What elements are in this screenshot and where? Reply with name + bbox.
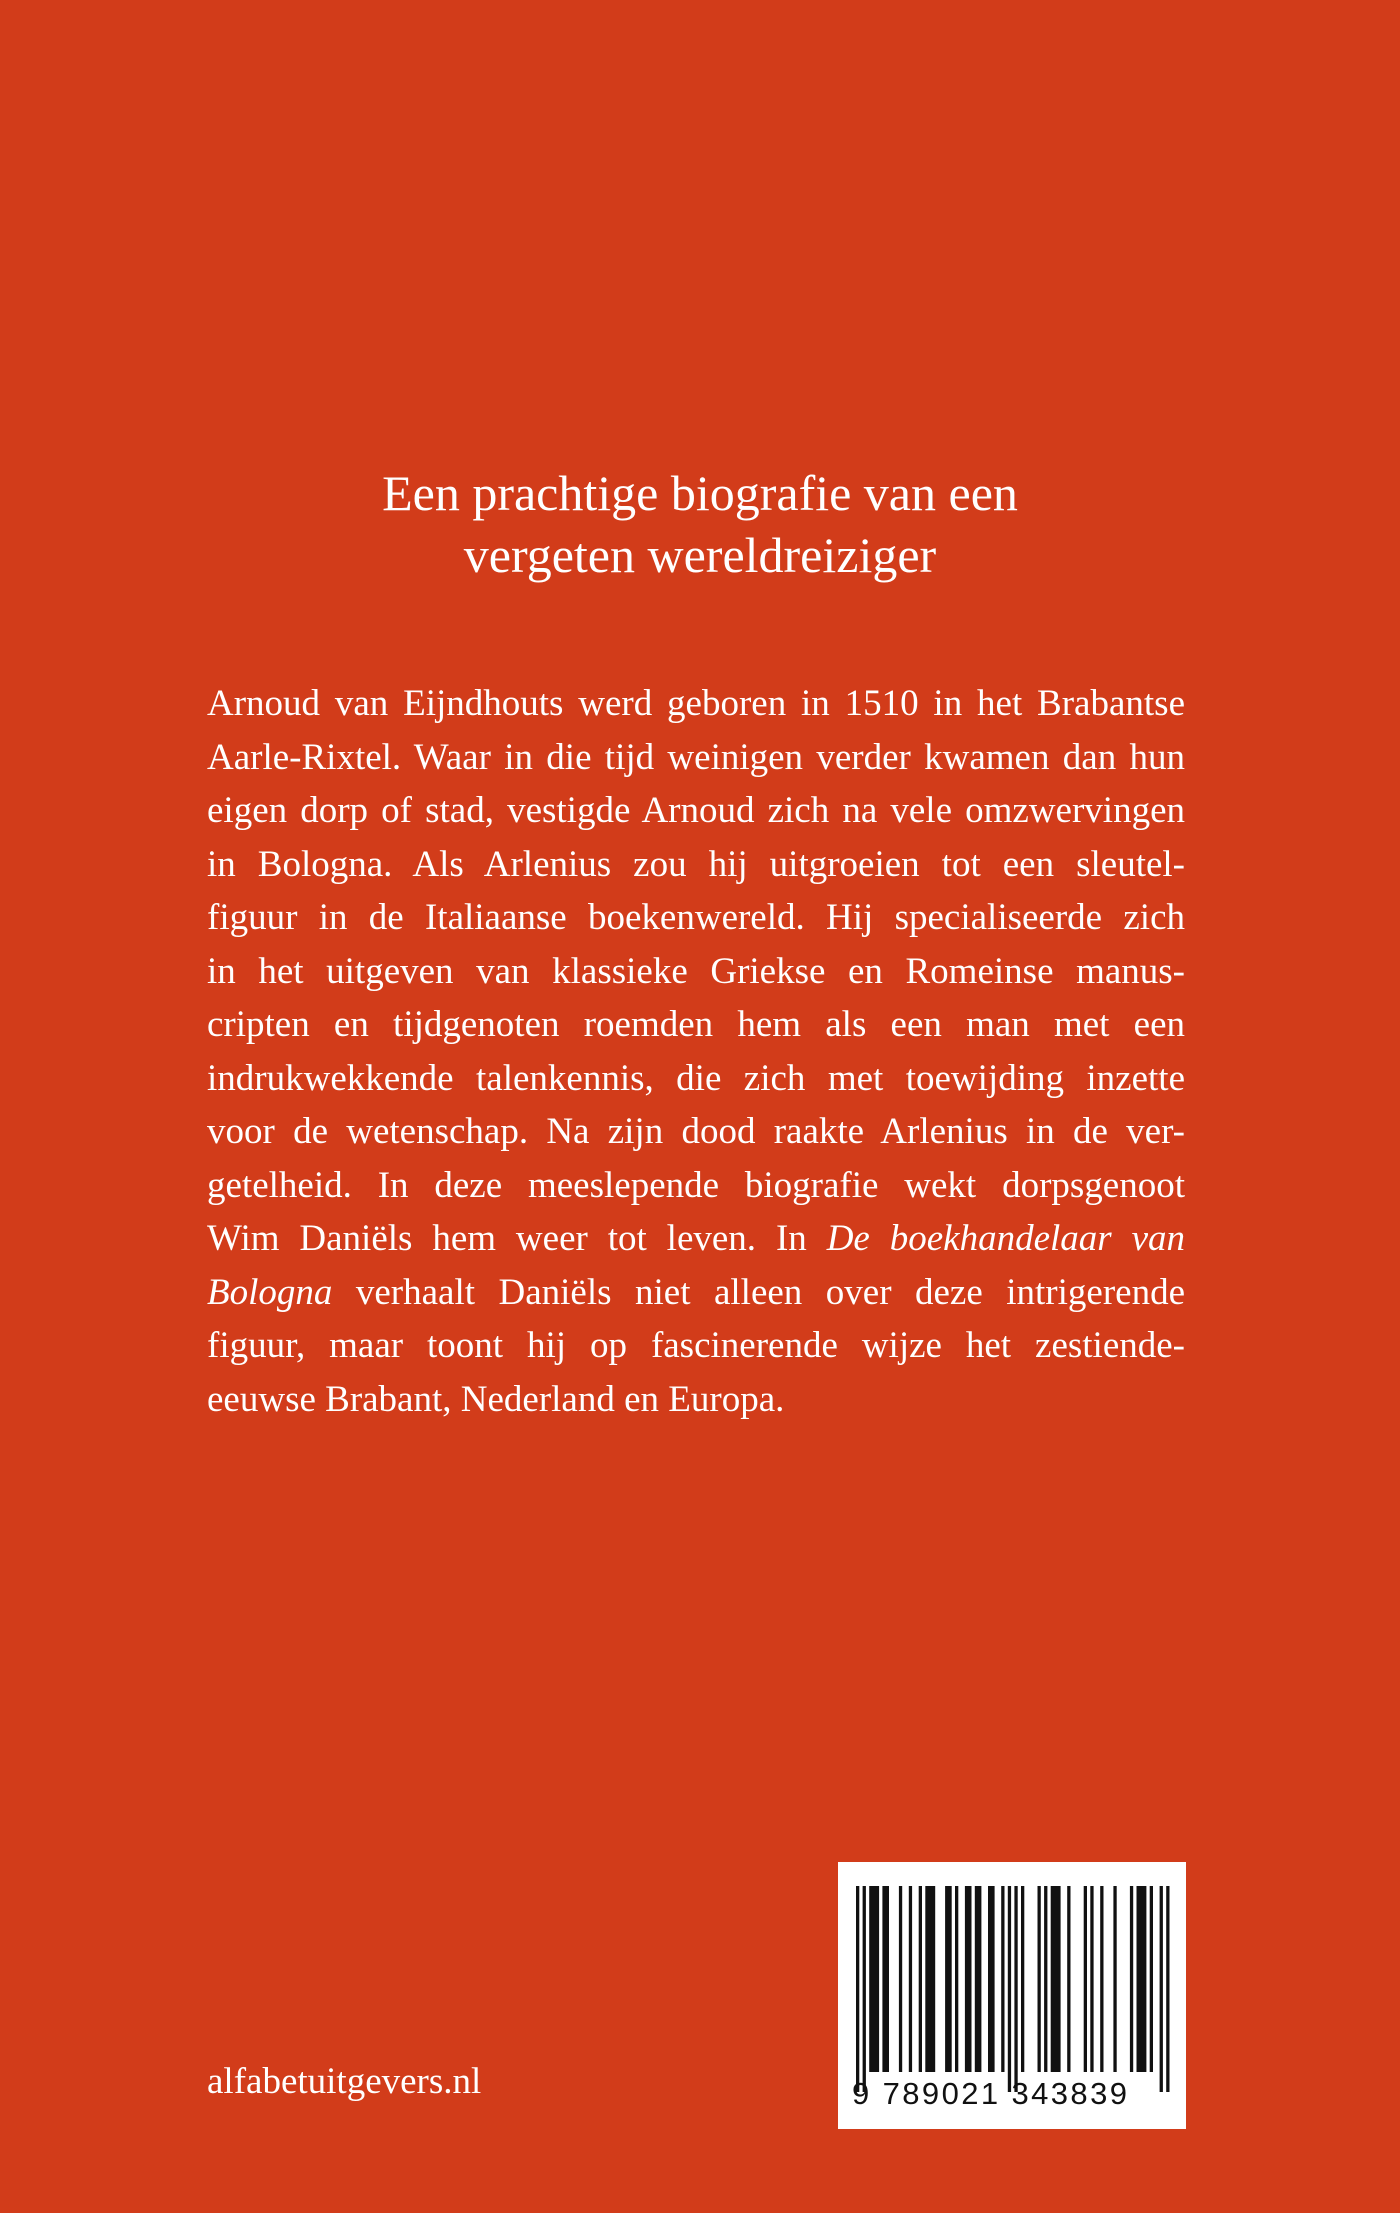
- barcode-bar: [1137, 1886, 1147, 2072]
- blurb-line: eeuwse Brabant, Nederland en Europa.: [207, 1378, 785, 1420]
- barcode-bar: [1038, 1886, 1041, 2072]
- blurb-line: [207, 1212, 1185, 1266]
- barcode-bar: [1160, 1886, 1163, 2092]
- barcode-bar: [1166, 1886, 1169, 2092]
- blurb-line: voor de wetenschap. Na zijn dood raakte Arlenius in de ver-: [207, 1111, 1185, 1152]
- barcode-bar: [1021, 1886, 1024, 2072]
- barcode-bar: [1051, 1886, 1061, 2072]
- blurb-line: indrukwekkende talenkennis, die zich met toewijding inzette: [207, 1057, 1185, 1099]
- barcode-bar: [975, 1886, 982, 2072]
- barcode-bar: [1130, 1886, 1133, 2072]
- barcode-bar: [1113, 1886, 1116, 2072]
- barcode-bar: [1014, 1886, 1017, 2092]
- barcode-bar: [1090, 1886, 1093, 2072]
- tagline-line-2: vergeten wereldreiziger: [463, 527, 937, 583]
- barcode-bar: [945, 1886, 952, 2072]
- blurb-line: getelheid. In deze meeslepende biografie wekt dorpsgenoot: [207, 1164, 1185, 1206]
- publisher-website: alfabetuitgevers.nl: [207, 2061, 482, 2102]
- blurb-line: figuur, maar toont hij op fascinerende wijze het zestiende-: [207, 1325, 1185, 1366]
- blurb-line: Arnoud van Eijndhouts werd geboren in 1510 in het Brabantse: [207, 683, 1185, 724]
- barcode-bar: [899, 1886, 902, 2072]
- blurb-line: in het uitgeven van klassieke Griekse en Romeinse manus-: [207, 950, 1185, 992]
- barcode-bar: [869, 1886, 879, 2072]
- barcode: [838, 1862, 1186, 2129]
- barcode-bar: [1001, 1886, 1004, 2072]
- barcode-bar: [856, 1886, 859, 2092]
- barcode-bar: [988, 1886, 995, 2072]
- barcode-bar: [919, 1886, 922, 2072]
- barcode-bar: [955, 1886, 958, 2072]
- barcode-bar: [1044, 1886, 1047, 2072]
- barcode-bar: [1067, 1886, 1070, 2072]
- barcode-bar: [1084, 1886, 1087, 2072]
- blurb-line: figuur in de Italiaanse boekenwereld. Hij specialiseerde zich: [207, 897, 1185, 938]
- barcode-bar: [1008, 1886, 1011, 2092]
- barcode-bar: [965, 1886, 972, 2072]
- barcode-bar: [1150, 1886, 1153, 2072]
- barcode-bar: [925, 1886, 935, 2072]
- barcode-digits: 9 789021 343839: [852, 2076, 1130, 2111]
- blurb-line: cripten en tijdgenoten roemden hem als een man met een: [207, 1004, 1185, 1045]
- blurb-line: Aarle-Rixtel. Waar in die tijd weinigen verder kwamen dan hun: [207, 736, 1185, 778]
- barcode-bar: [863, 1886, 866, 2092]
- barcode-bar: [909, 1886, 912, 2072]
- blurb-line-text: Wim Daniëls hem weer tot leven. In: [207, 1218, 807, 1259]
- blurb-line-text: verhaalt Daniëls niet alleen over deze intrigerende: [355, 1271, 1185, 1313]
- book-title-italic: De boekhandelaar van: [826, 1218, 1186, 1259]
- tagline-line-1: Een prachtige biografie van een: [382, 465, 1018, 521]
- blurb-text: [207, 677, 1185, 1426]
- barcode-bar: [1100, 1886, 1103, 2072]
- blurb-line: in Bologna. Als Arlenius zou hij uitgroeien tot een sleutel-: [207, 843, 1185, 885]
- tagline: [200, 462, 1200, 586]
- blurb-line: eigen dorp of stad, vestigde Arnoud zich na vele omzwervingen: [207, 790, 1185, 831]
- book-title-italic: Bologna: [207, 1271, 333, 1313]
- barcode-bar: [882, 1886, 889, 2072]
- blurb-line: [207, 1266, 1185, 1320]
